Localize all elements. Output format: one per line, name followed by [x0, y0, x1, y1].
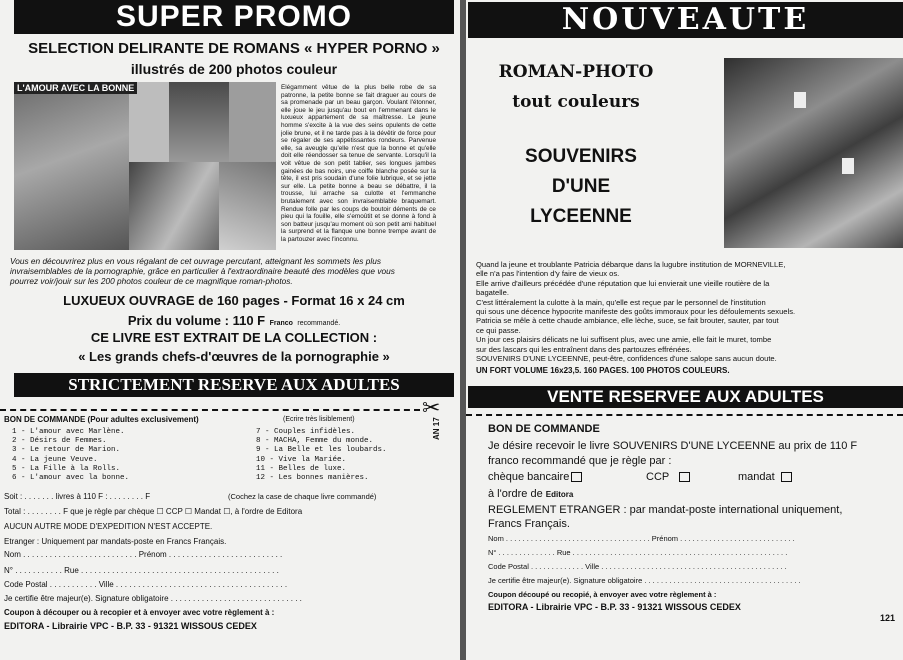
order-request-line-2: franco recommandé que je règle par :: [488, 455, 672, 467]
order-to-value: Editora: [545, 490, 574, 499]
pay-mandat-option[interactable]: [738, 471, 794, 483]
book-list-a: [12, 428, 129, 483]
extract-line: CE LIVRE EST EXTRAIT DE LA COLLECTION :: [90, 330, 378, 345]
price-recommande: recommandé.: [297, 320, 341, 327]
price-franco: Franco: [269, 320, 293, 327]
book-title-2: D'UNE: [551, 176, 611, 197]
adults-only-strip: STRICTEMENT RESERVE AUX ADULTES: [14, 373, 454, 397]
cover-photo: [724, 58, 903, 248]
form-foreign: Etranger : Uniquement par mandats-poste en Francs Français.: [4, 537, 227, 546]
publisher-address: EDITORA - Librairie VPC - B.P. 33 - 91321 WISSOUS CEDEX: [4, 621, 257, 631]
form-total: Total : . . . . . . . . F que je règle par chèque ☐ CCP ☐ Mandat ☐, à l'ordre de Editora: [4, 507, 303, 516]
order-form-note: (Ecrire très lisiblement): [283, 416, 355, 423]
adults-sale-strip: VENTE RESERVEE AUX ADULTES: [468, 386, 903, 408]
cut-line: [466, 414, 903, 416]
story-blurb: Élégamment vêtue de la plus belle robe de sa patronne, la petite bonne se fait draguer au cours de sa promenade par un beau garçon. Voulant l'étonner, elle joue le jeu jusqu'au bout en l'emmenant dans le luxueux appartement de sa maîtresse. Le jeune homme s'excite à la vue des seins opulents de cette jolie brune, et il ne tarde pas à la dévêtir de force pour se régaler de ses appétissantes rondeurs. Parvenue elle, sa aveugle qu'elle n'est que la bonne et qu'elle doit elle réendosser sa tenue de servante. Lorsqu'il la voit vêtue de son petit tablier, ses longues jambes gainées de bas noirs, une coiffe blanche posée sur la tête, il est pris soudain d'une folie lubrique, et se jette sur elle. La petite bonne a beau se débattre, il la trousse, lui arrache sa culotte et l'emmanche brutalement avec son invraisemblable braquemart. Rendue folle par les coups de boutoir déments de ce pieu qui la fouille, elle s'emoûtit et se donne à fond à son batteur jusqu'au moment où son petit ami habituel la surprend et la flanque une bonne trempe avant de la partouzer avec l'inconnu.: [281, 84, 436, 243]
body-line: sur des lascars qui les entraînent dans des partouzes effrénées.: [476, 344, 692, 354]
body-line: Quand la jeune et troublante Patricia débarque dans la lugubre institution de MORNEVILLE,: [476, 260, 786, 269]
body-line: C'est littéralement la culotte à la main, qu'elle est reçue par le personnel de l'institution: [476, 297, 766, 307]
book-item: 7 - Couples infidèles.: [256, 428, 356, 436]
pay-cheque-checkbox[interactable]: [571, 472, 582, 482]
scissors-icon: ✂: [422, 395, 441, 420]
body-line: ce qui passe.: [476, 325, 521, 335]
photo-caption-tag: L'AMOUR AVEC LA BONNE: [14, 82, 137, 94]
book-item: 4 - La jeune Veuve.: [12, 455, 98, 464]
book-item: 2 - Désirs de Femmes.: [12, 437, 107, 446]
book-photo-collage: [14, 82, 276, 250]
price-line: [14, 312, 454, 330]
book-title-1: SOUVENIRS: [525, 146, 637, 167]
form-name-field[interactable]: Nom . . . . . . . . . . . . . . . . . . . . . . . . . . . . . . . . . . . Prénom . . . . . . . . . . . . . . . . . . . . . . . . . . . .: [488, 534, 795, 543]
pay-cheque-label: chèque bancaire: [488, 471, 570, 483]
book-item: 5 - La Fille à la Rolls.: [12, 464, 121, 473]
body-line: bagatelle.: [476, 288, 509, 298]
price-label: Prix du volume : 110 F: [127, 313, 266, 328]
body-line: SOUVENIRS D'UNE LYCEENNE, peut-être, confidences d'une salope sans aucun doute.: [476, 354, 777, 364]
body-line: Elle arrive d'ailleurs précédée d'une réputation que lui envierait une vieille routière de la: [476, 278, 770, 288]
order-request-line-1: Je désire recevoir le livre SOUVENIRS D'UNE LYCEENNE au prix de 110 F: [488, 440, 858, 452]
book-item: 9 - La Belle et les loubards.: [256, 446, 387, 455]
book-item: 3 - Le retour de Marion.: [12, 446, 121, 455]
format-line: UN FORT VOLUME 16x23,5. 160 PAGES. 100 PHOTOS COULEURS.: [476, 366, 730, 375]
publisher-address: EDITORA - Librairie VPC - B.P. 33 - 91321 WISSOUS CEDEX: [488, 602, 741, 612]
intro-line-3: pourrez voir/jouir sur les 200 photos couleur de ce magnifique roman-photos.: [10, 276, 293, 286]
side-code: AN 17: [432, 417, 441, 440]
body-line: Patricia se mêle à cette chaude ambiance, elle lèche, suce, se fait brouter, sauter, par tout: [476, 316, 779, 326]
page-number: 121: [880, 613, 896, 623]
body-line: elle n'a pas l'intention d'y faire de vieux os.: [476, 269, 620, 279]
book-item: 1 - L'amour avec Marlène.: [12, 428, 125, 436]
intro-line-1: Vous en découvrirez plus en vous régalant de cet ouvrage percutant, atteignant les sommets les plus: [10, 256, 381, 266]
tout-couleurs-label: tout couleurs: [512, 92, 640, 112]
form-street-field[interactable]: N° . . . . . . . . . . . . . . Rue . . . . . . . . . . . . . . . . . . . . . . . . . . . . . . . . . . . . . . . . . . . . . . . . . . . .: [488, 548, 788, 557]
form-name-field[interactable]: Nom . . . . . . . . . . . . . . . . . . . . . . . . . . Prénom . . . . . . . . . . . . . . . . . . . . . . . . . .: [4, 550, 283, 559]
book-item: 12 - Les bonnes manières.: [256, 474, 369, 483]
book-item: 11 - Belles de luxe.: [256, 464, 347, 473]
pay-mandat-checkbox[interactable]: [781, 472, 792, 482]
intro-line-2: invraisemblables de la pornographie, grâce en particulier à l'extraordinaire beauté des modèles que vous: [10, 266, 395, 276]
body-line: Un jour ces plaisirs délicats ne lui suffisent plus, avec une amie, elle fait le muret, tombe: [476, 335, 772, 345]
form-signature-field[interactable]: Je certifie être majeur(e). Signature obligatoire . . . . . . . . . . . . . . . . . . . . . . . . . . . . . .: [4, 594, 302, 603]
book-item: 10 - Vive la Mariée.: [256, 455, 347, 464]
order-to-line: [488, 488, 573, 500]
body-line: qui sous une décence hypocrite manifeste des goûts immoraux pour les défoulements sexuels.: [476, 307, 796, 317]
order-form-title: BON DE COMMANDE (Pour adultes exclusivement): [4, 415, 199, 424]
right-page: [466, 0, 903, 660]
story-body: [476, 260, 903, 363]
book-item: 6 - L'amour avec la bonne.: [12, 474, 130, 483]
form-postal-field[interactable]: Code Postal . . . . . . . . . . . Ville . . . . . . . . . . . . . . . . . . . . . . . . . . . . . . . . . . . . . . .: [4, 580, 288, 589]
form-no-other-mode: AUCUN AUTRE MODE D'EXPEDITION N'EST ACCEPTE.: [4, 522, 213, 531]
form-street-field[interactable]: N° . . . . . . . . . . . Rue . . . . . . . . . . . . . . . . . . . . . . . . . . . . . . . . . . . . . . . . . . . . .: [4, 566, 279, 575]
pay-ccp-label: CCP: [646, 471, 670, 483]
pay-ccp-option[interactable]: [646, 471, 692, 483]
order-form-title: BON DE COMMANDE: [488, 423, 600, 435]
pay-ccp-checkbox[interactable]: [679, 472, 690, 482]
pay-cheque-option[interactable]: [488, 471, 584, 483]
pay-mandat-label: mandat: [738, 471, 775, 483]
order-to-label: à l'ordre de: [488, 488, 543, 500]
headline-selection: SELECTION DELIRANTE DE ROMANS « HYPER PORNO »: [28, 40, 440, 57]
coupon-note: Coupon découpé ou recopié, à envoyer avec votre règlement à :: [488, 590, 717, 599]
check-note: (Cochez la case de chaque livre commandé): [228, 492, 377, 501]
book-list-b: [256, 428, 387, 483]
nouveaute-banner: NOUVEAUTE: [468, 2, 903, 38]
cut-line: [0, 409, 420, 411]
form-postal-field[interactable]: Code Postal . . . . . . . . . . . . . Ville . . . . . . . . . . . . . . . . . . . . . . . . . . . . . . . . . . . . . . . . . . . . .: [488, 562, 787, 571]
foreign-payment-line-2: Francs Français.: [488, 518, 570, 530]
book-item: 8 - MACHA, Femme du monde.: [256, 437, 374, 446]
luxury-edition-line: LUXUEUX OUVRAGE de 160 pages - Format 16 x 24 cm: [63, 293, 405, 308]
super-promo-banner: SUPER PROMO: [14, 0, 454, 34]
form-signature-field[interactable]: Je certifie être majeur(e). Signature obligatoire . . . . . . . . . . . . . . . . . . . . . . . . . . . . . . . . . . . . . .: [488, 576, 801, 585]
form-coupon-note: Coupon à découper ou à recopier et à envoyer avec votre règlement à :: [4, 608, 275, 617]
form-quantity: Soit : . . . . . . . livres à 110 F : . . . . . . . . F: [4, 492, 151, 501]
book-title-3: LYCEENNE: [530, 206, 632, 227]
collection-line: « Les grands chefs-d'œuvres de la pornographie »: [78, 349, 390, 364]
roman-photo-label: ROMAN-PHOTO: [498, 62, 654, 82]
headline-photos: illustrés de 200 photos couleur: [130, 61, 338, 77]
foreign-payment-line-1: REGLEMENT ETRANGER : par mandat-poste international uniquement,: [488, 504, 843, 516]
